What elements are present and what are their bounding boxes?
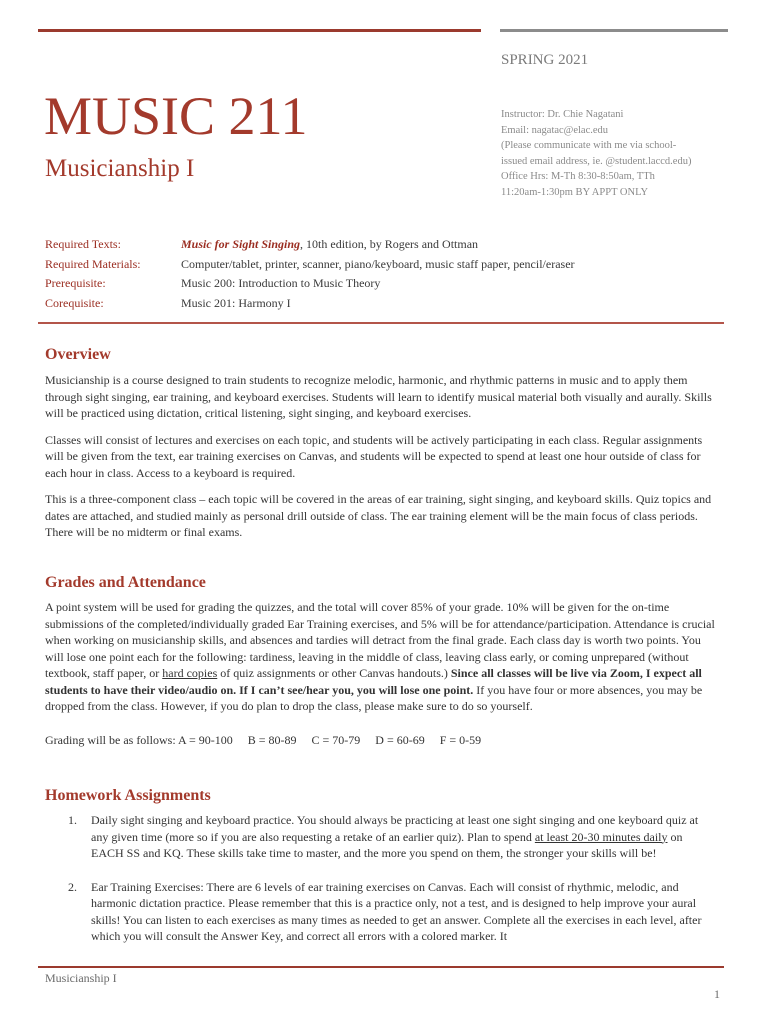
requirement-value: Computer/tablet, printer, scanner, piano/keyboard, music staff paper, pencil/eraser: [181, 256, 575, 271]
section-divider: [38, 322, 724, 324]
requirement-label: Required Texts:: [45, 237, 121, 251]
grades-section: [45, 599, 717, 748]
list-item: [45, 812, 717, 862]
header-rule-right: [500, 29, 728, 32]
course-code-title: MUSIC 211: [44, 86, 308, 146]
grades-text: of quiz assignments or other Canvas handouts.): [217, 666, 451, 680]
homework-text: Daily sight singing and keyboard practice. You should always be practicing at least one sight singing and one keyboard quiz at any given time (more so if you are also requesting a retake of an earlier quiz). Plan to spend: [91, 813, 699, 844]
grades-underlined-text: hard copies: [162, 666, 218, 680]
page-number: 1: [714, 987, 720, 1001]
list-item-text: Ear Training Exercises: There are 6 levels of ear training exercises on Canvas. Each will consist of rhythmic, melodic, and harmonic dictation practice. Please remember that this is a practice only, not a test, and is designed to help improve your aural skills! You can listen to each exercises as many times as needed to get an answer. Complete all the exercises in each level, after which you will consult the Answer Key, and correct all errors with a colored marker. It: [91, 879, 702, 943]
requirement-row: [45, 276, 575, 296]
instructor-info: [501, 107, 731, 200]
requirement-value: Music 201: Harmony I: [181, 295, 291, 310]
grades-text: A point system will be used for grading the quizzes, and the total will cover 85% of your grade. 10% will be given for the on-time submissions of the completed/individually graded Ear Training exercises, and 5% will be for attendance/participation. Attendance is crucial when working on musicianship skills, and absences and tardies will detract from the final grade. Each class day is worth two points. You will lose one point each for the following: tardiness, leaving in the middle of class, leaving class early, or coming unprepared (without textbook, staff paper, or: [45, 600, 715, 680]
homework-underlined-text: at least 20-30 minutes daily: [534, 829, 668, 844]
instructor-email-line: Email: nagatac@elac.edu: [501, 124, 609, 136]
requirement-label: Corequisite:: [45, 295, 104, 310]
homework-list: [45, 812, 717, 945]
overview-section: [45, 372, 717, 541]
semester-label: SPRING 2021: [501, 52, 589, 68]
requirement-value: [181, 237, 478, 257]
instructor-line: Instructor: Dr. Chie Nagatani: [501, 109, 624, 120]
instructor-line: (Please communicate with me via school-: [501, 140, 677, 151]
overview-paragraph: Musicianship is a course designed to train students to recognize melodic, harmonic, and rhythmic patterns in music and to apply them through sight singing, ear training, and keyboard exercises. Students will learn to identify musical material both visually and aurally. Skills will be practiced using dictation, critical listening, sight singing, and keyboard exercises.: [45, 373, 712, 420]
overview-heading: Overview: [45, 346, 111, 363]
requirement-label: Required Materials:: [45, 256, 141, 271]
requirement-value-text: , 10th edition, by Rogers and Ottman: [300, 237, 479, 251]
homework-heading: Homework Assignments: [45, 787, 211, 804]
list-number: 1.: [68, 813, 77, 827]
overview-paragraph: This is a three-component class – each topic will be covered in the areas of ear training, sight singing, and keyboard skills. Quiz topics and dates are attached, and studied mainly as personal drill outside of class. The ear training element will be the main focus of class periods. There will be no midterm or final exams.: [45, 492, 712, 539]
course-name-subtitle: Musicianship I: [45, 155, 195, 182]
header-rule-left: [38, 29, 481, 32]
list-item-text: [91, 812, 717, 862]
list-item: [45, 879, 717, 945]
grades-heading: Grades and Attendance: [45, 574, 206, 591]
requirement-row: [45, 296, 575, 316]
textbook-title: Music for Sight Singing: [181, 237, 301, 251]
overview-paragraph: Classes will consist of lectures and exercises on each topic, and students will be actively participating in each class. Regular assignments will be given from the text, ear training exercises on Canvas, and students will be expected to spend at least one hour outside of class for each hour in class. Access to a keyboard is required.: [45, 432, 703, 480]
footer-rule: [38, 966, 724, 968]
requirement-row: [45, 257, 575, 277]
list-number: 2.: [68, 879, 77, 894]
instructor-line: issued email address, ie. @student.laccd.edu): [501, 155, 692, 167]
requirement-row: [45, 237, 575, 257]
requirement-value: Music 200: Introduction to Music Theory: [181, 276, 381, 290]
grades-text: If you have four or more absences, you may be dropped from the class. However, if you do plan to drop the class, please make sure to do so yourself.: [45, 682, 703, 713]
homework-text: on EACH SS and KQ. These skills take time to master, and the more you spend on them, the stronger your skills will be!: [91, 829, 683, 860]
office-hours-line: Office Hrs: M-Th 8:30-8:50am, TTh: [501, 171, 655, 182]
requirement-label: Prerequisite:: [45, 276, 106, 290]
footer-course-name: Musicianship I: [45, 971, 117, 985]
grades-paragraph: [45, 599, 717, 715]
grading-scale: Grading will be as follows: A = 90-100 B = 80-89 C = 70-79 D = 60-69 F = 0-59: [45, 732, 482, 747]
office-hours-line: 11:20am-1:30pm BY APPT ONLY: [501, 186, 649, 198]
zoom-policy-bold: Since all classes will be live via Zoom, I expect all students to have their video/audio on. If I can’t see/hear you, you will lose one point.: [45, 666, 702, 697]
requirements-table: [45, 237, 575, 315]
